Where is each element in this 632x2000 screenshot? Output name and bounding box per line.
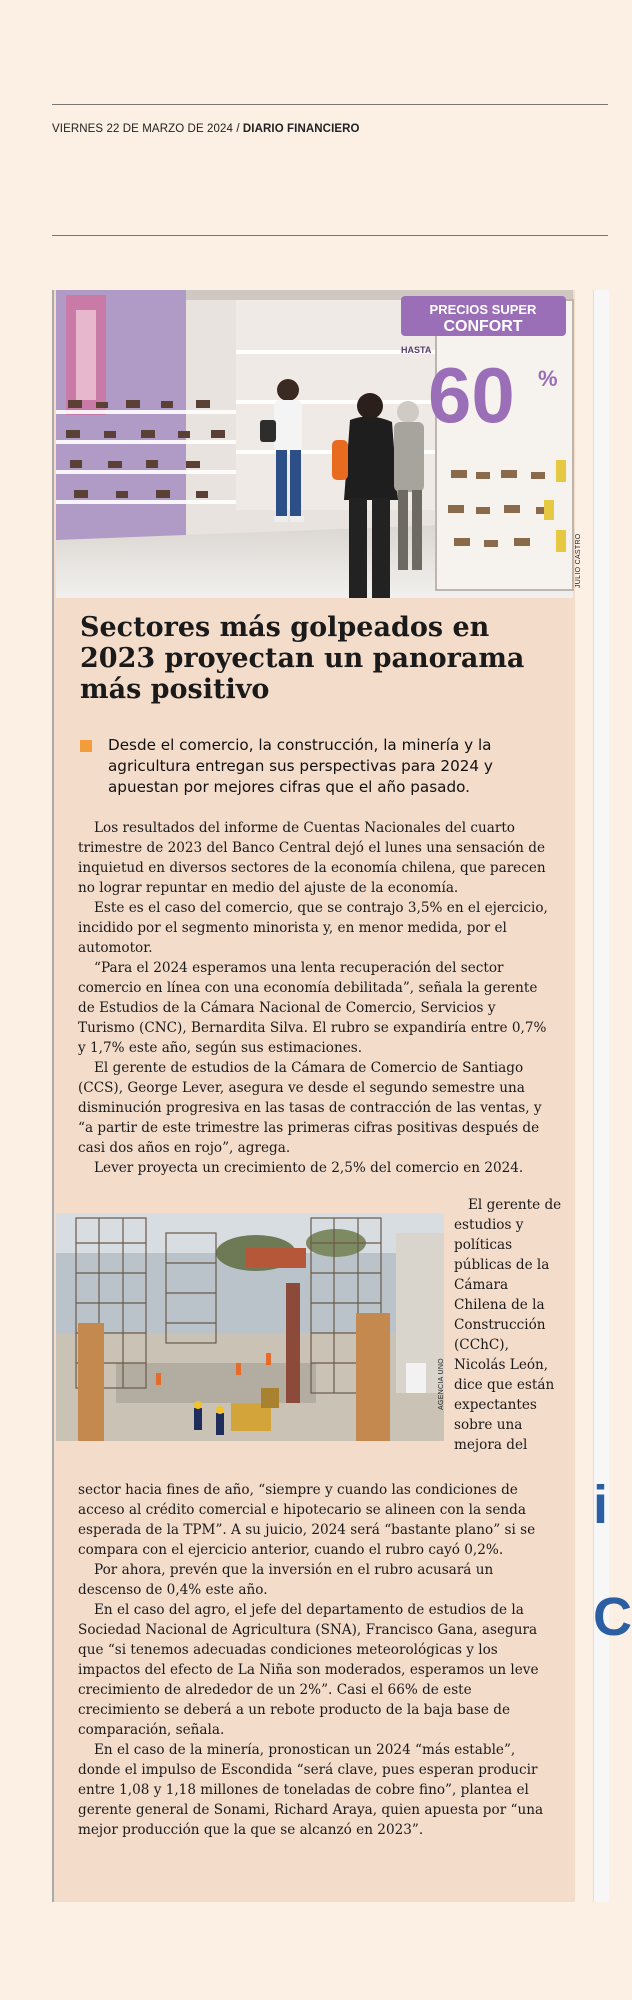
adjacent-ad-fragment: i — [593, 1475, 609, 1535]
sign-line1: PRECIOS SUPER — [429, 302, 537, 317]
adjacent-column-strip — [593, 290, 609, 1902]
construction-photo-credit: AGENCIA UNO — [438, 1358, 445, 1410]
body-paragraph: “Para el 2024 esperamos una lenta recuperación del sector comercio en línea con una economía debilitada”, señala la gerente de Estudios de la Cámara Nacional de Comercio, Servicios y Turismo (CNC), Bernardita Silva. El rubro se expandiría entre 0,7% y 1,7% este año, según sus estimaciones. — [78, 960, 547, 1056]
side-column-text: El gerente de estudios y políticas públicas de la Cámara Chilena de la Construcción (CChC), Nicolás León, dice que están expectantes sobre una mejora del — [454, 1197, 562, 1453]
lead-bullet-icon — [80, 740, 92, 752]
sign-percent: % — [538, 366, 558, 391]
dateline — [52, 123, 360, 135]
sign-line2: CONFORT — [443, 318, 523, 335]
construction-photo-illustration — [56, 1213, 444, 1441]
article-lead: Desde el comercio, la construcción, la minería y la agricultura entregan sus perspectivas para 2024 y apuestan por mejores cifras que el año pasado. — [108, 736, 493, 796]
store-photo-credit: JULIO CASTRO — [575, 533, 582, 588]
article-body-top — [78, 818, 556, 1178]
body-paragraph: El gerente de estudios de la Cámara de Comercio de Santiago (CCS), George Lever, asegura ve desde el segundo semestre una disminución progresiva en las tasas de contracción de las ventas, y “a partir de este trimestre las primeras cifras positivas después de casi dos años en rojo”, agrega. — [78, 1060, 542, 1156]
construction-photo — [56, 1213, 444, 1441]
body-paragraph: sector hacia fines de año, “siempre y cuando las condiciones de acceso al crédito comercial e hipotecario se alineen con la senda esperada de la TPM”. A su juicio, 2024 será “bastante plano” si se compara con el ejercicio anterior, cuando el rubro cayó 0,2%. — [78, 1482, 536, 1558]
body-paragraph: En el caso del agro, el jefe del departamento de estudios de la Sociedad Nacional de Agricultura (SNA), Francisco Gana, asegura que “si tenemos adecuadas condiciones meteorológicas y los impactos del efecto de La Niña son moderados, esperamos un leve crecimiento de alrededor de un 2%”. Casi el 66% de este crecimiento se deberá a un rebote producto de la baja base de comparación, señala. — [78, 1602, 539, 1738]
store-photo-illustration — [56, 290, 573, 598]
article-body-bottom — [78, 1480, 556, 1840]
body-paragraph: Lever proyecta un crecimiento de 2,5% del comercio en 2024. — [94, 1160, 524, 1176]
article-headline: Sectores más golpeados en 2023 proyectan un panorama más positivo — [80, 612, 525, 705]
adjacent-ad-fragment-2: C — [593, 1587, 632, 1647]
publication-name: DIARIO FINANCIERO — [242, 123, 360, 135]
top-rule — [52, 104, 608, 105]
store-photo — [56, 290, 573, 598]
header-rule — [52, 235, 608, 236]
body-paragraph: Este es el caso del comercio, que se contrajo 3,5% en el ejercicio, incidido por el segmento minorista y, en menor medida, por el automotor. — [78, 900, 548, 956]
body-paragraph: Los resultados del informe de Cuentas Nacionales del cuarto trimestre de 2023 del Banco Central dejó el lunes una sensación de inquietud en diversos sectores de la economía chilena, que parecen no lograr repuntar en medio del ajuste de la economía. — [78, 820, 546, 896]
sign-hasta: HASTA — [401, 345, 432, 355]
issue-date: VIERNES 22 DE MARZO DE 2024 — [52, 123, 234, 135]
sign-number: 60 — [428, 351, 515, 439]
dateline-separator: / — [236, 123, 240, 135]
body-paragraph: Por ahora, prevén que la inversión en el rubro acusará un descenso de 0,4% este año. — [78, 1562, 494, 1598]
body-paragraph: En el caso de la minería, pronostican un 2024 “más estable”, donde el impulso de Escondida “será clave, pues esperan producir entre 1,08 y 1,18 millones de toneladas de cobre fino”, plantea el gerente general de Sonami, Richard Araya, quien apuesta por “una mejor producción que la que se alcanzó en 2023”. — [78, 1742, 544, 1838]
